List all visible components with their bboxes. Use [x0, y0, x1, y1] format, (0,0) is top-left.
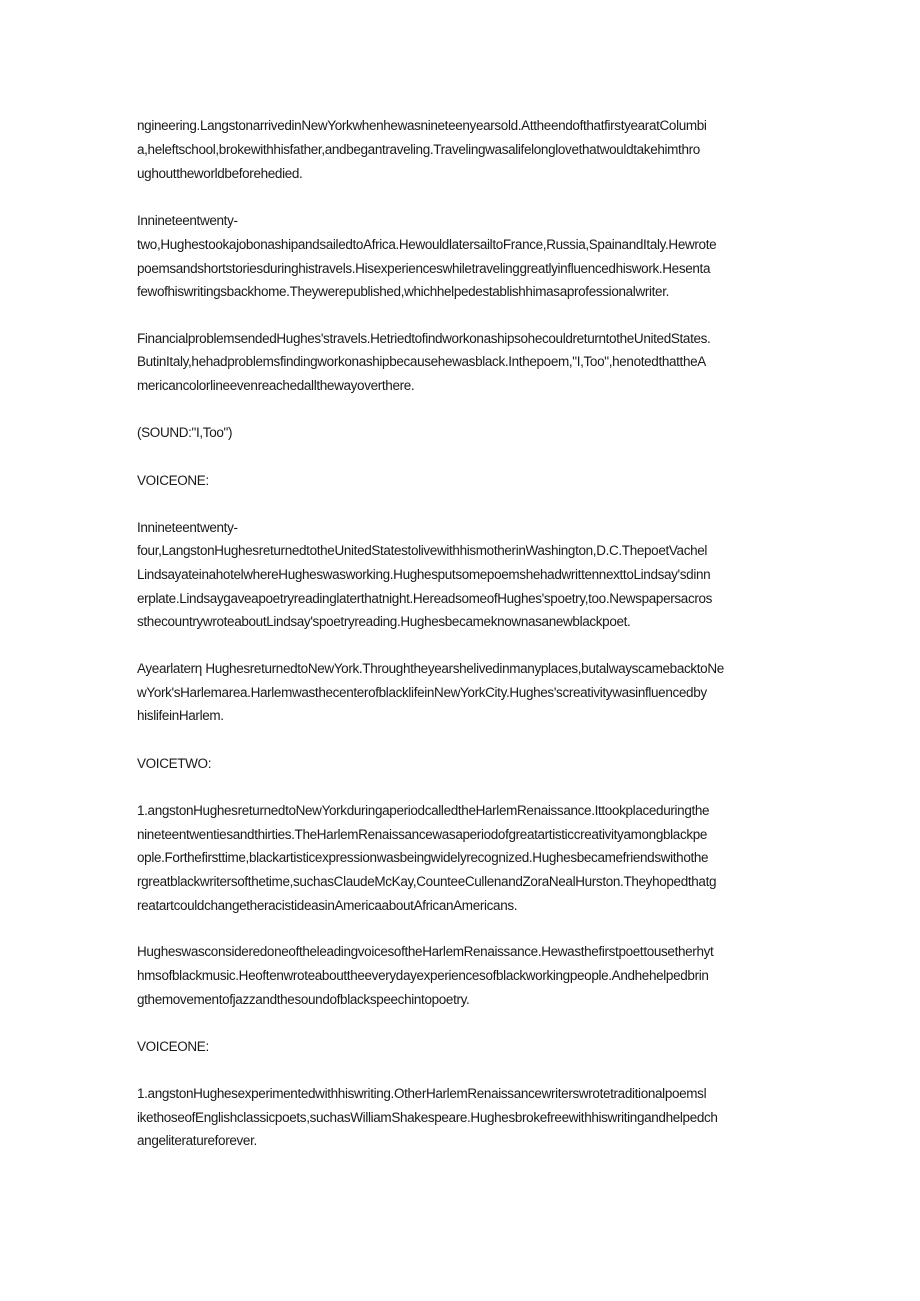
text-line: erplate.Lindsaygaveapoetryreadinglaterthatnight.HereadsomeofHughes'spoetry,too.Newspapersacros	[137, 591, 713, 606]
text-line: ButinItaly,hehadproblemsfindingworkonashipbecausehewasblack.Inthepoem,"I,Too",henotedthattheA	[137, 354, 706, 369]
text-line: FinancialproblemsendedHughes'stravels.HetriedtofindworkonashipsohecouldreturntotheUnitedStates.	[137, 331, 711, 346]
text-line: HugheswasconsideredoneoftheleadingvoicesoftheHarlemRenaissance.Hewasthefirstpoettousetherhyt	[137, 944, 714, 959]
text-line: gthemovementofjazzandthesoundofblackspeechintopoetry.	[137, 992, 470, 1007]
text-line: 1.angstonHughesexperimentedwithhiswriting.OtherHarlemRenaissancewriterswrotetraditionalpoemsl	[137, 1086, 707, 1101]
text-line: ikethoseofEnglishclassicpoets,suchasWilliamShakespeare.Hughesbrokefreewithhiswritingandhelpedch	[137, 1110, 718, 1125]
text-line: two,HughestookajobonashipandsailedtoAfrica.HewouldlatersailtoFrance,Russia,SpainandItaly.Hewrote	[137, 237, 717, 252]
speaker-label: VOICEONE:	[137, 473, 209, 488]
text-line: ngineering.LangstonarrivedinNewYorkwhenhewasnineteenyearsold.AttheendofthatfirstyearatColumbi	[137, 118, 707, 133]
text-line: fewofhiswritingsbackhome.Theywerepublished,whichhelpedestablishhimasaprofessionalwriter.	[137, 284, 669, 299]
text-line: nineteentwentiesandthirties.TheHarlemRenaissancewasaperiodofgreatartisticcreativityamongblackpe	[137, 827, 708, 842]
text-line: sthecountrywroteaboutLindsay'spoetryreading.Hughesbecameknownasanewblackpoet.	[137, 614, 631, 629]
text-line: wYork'sHarlemarea.HarlemwasthecenterofblacklifeinNewYorkCity.Hughes'screativitywasinfluencedby	[137, 685, 707, 700]
text-line: angeliteratureforever.	[137, 1133, 257, 1148]
text-line: poemsandshortstoriesduringhistravels.Hisexperienceswhiletravelinggreatlyinfluencedhiswork.Hesenta	[137, 261, 711, 276]
text-line: Innineteentwenty-	[137, 520, 238, 535]
text-line: 1.angstonHughesreturnedtoNewYorkduringaperiodcalledtheHarlemRenaissance.Ittookplaceduringthe	[137, 803, 710, 818]
text-line: LindsayateinahotelwhereHugheswasworking.HughesputsomepoemshehadwrittennexttoLindsay'sdinn	[137, 567, 711, 582]
speaker-label: VOICEONE:	[137, 1039, 209, 1054]
text-line: reatartcouldchangetheracistideasinAmericaaboutAfricanAmericans.	[137, 898, 518, 913]
text-line: rgreatblackwritersofthetime,suchasClaudeMcKay,CounteeCullenandZoraNealHurston.Theyhopedthatg	[137, 874, 717, 889]
text-line: Ayearlaterη HughesreturnedtoNewYork.Throughtheyearshelivedinmanyplaces,butalwayscamebacktoNe	[137, 661, 724, 676]
text-line: ughouttheworldbeforehedied.	[137, 166, 303, 181]
text-line: hmsofblackmusic.Heoftenwroteabouttheeverydayexperiencesofblackworkingpeople.Andhehelpedbrin	[137, 968, 709, 983]
text-line: hislifeinHarlem.	[137, 708, 224, 723]
text-line: ople.Forthefirsttime,blackartisticexpressionwasbeingwidelyrecognized.Hughesbecamefriendswithothe	[137, 850, 709, 865]
text-line: a,heleftschool,brokewithhisfather,andbegantraveling.Travelingwasalifelonglovethatwouldtakehimthro	[137, 142, 700, 157]
sound-cue: (SOUND:"I,Too")	[137, 425, 233, 440]
speaker-label: VOICETWO:	[137, 756, 212, 771]
text-line: Innineteentwenty-	[137, 213, 238, 228]
text-line: mericancolorlineevenreachedallthewayoverthere.	[137, 378, 415, 393]
text-line: four,LangstonHughesreturnedtotheUnitedStatestolivewithhismotherinWashington,D.C.ThepoetVachel	[137, 543, 708, 558]
